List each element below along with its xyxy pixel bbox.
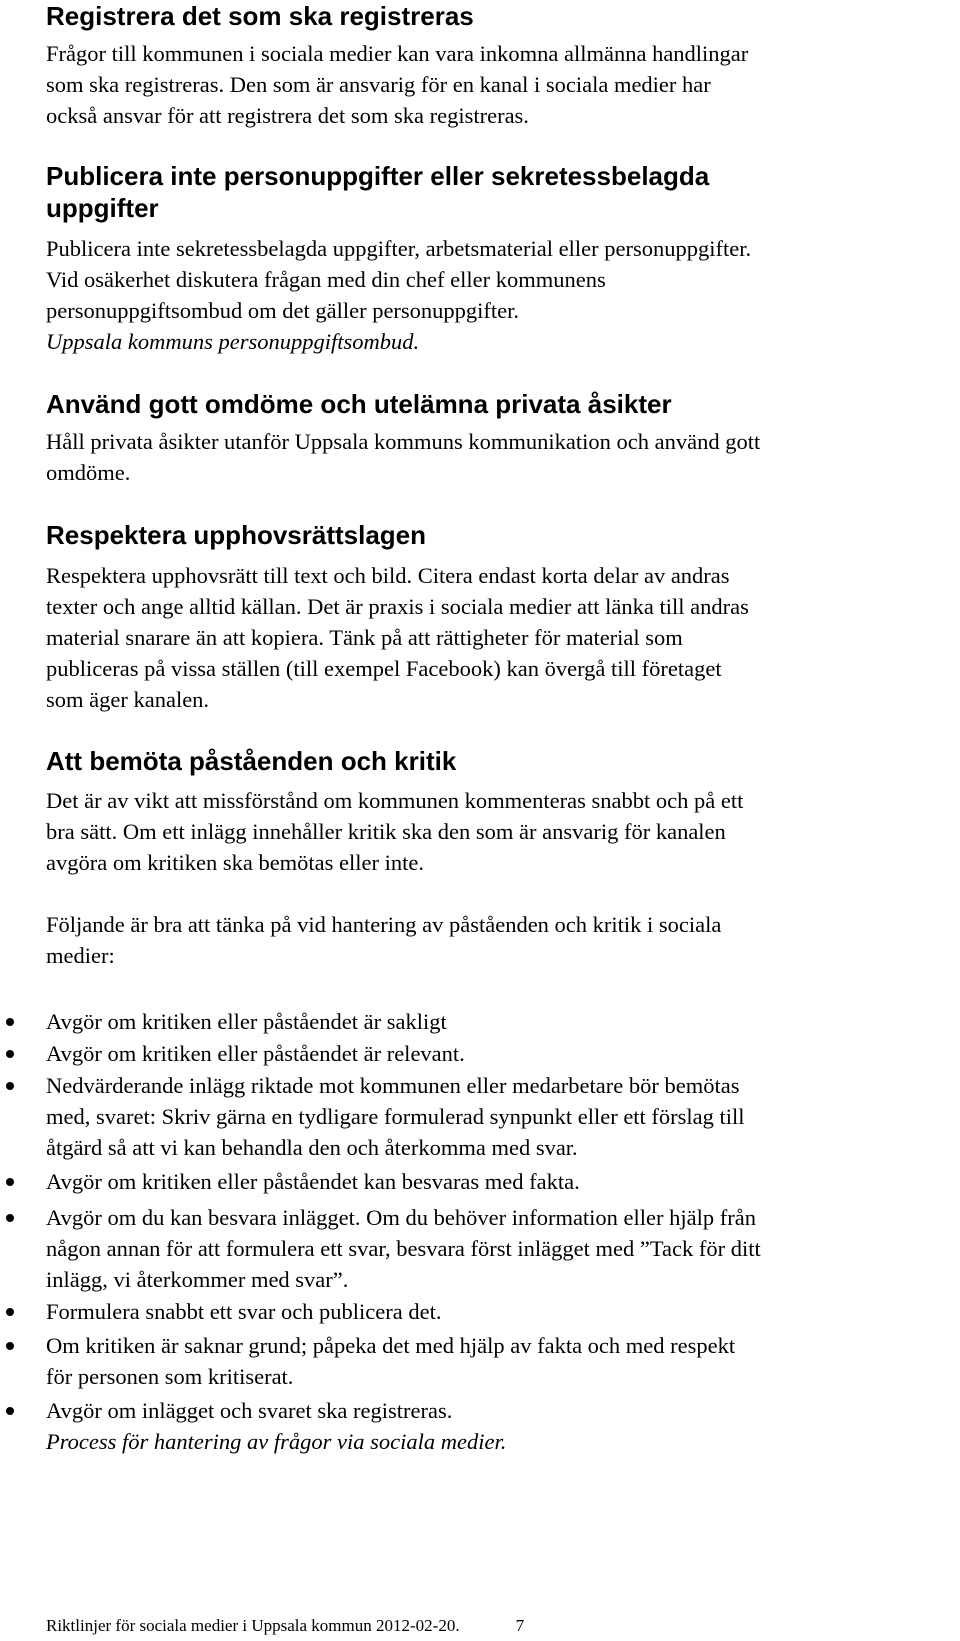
section-heading-omdome: Använd gott omdöme och utelämna privata åsikter xyxy=(46,389,672,419)
section-heading-kritik: Att bemöta påståenden och kritik xyxy=(46,746,457,776)
body-line: avgöra om kritiken ska bemötas eller inte. xyxy=(46,850,425,875)
body-line: publiceras på vissa ställen (till exempel Facebook) kan övergå till företaget xyxy=(46,656,722,681)
list-item-line: inlägg, vi återkommer med svar”. xyxy=(46,1267,349,1292)
section-heading-registrera: Registrera det som ska registreras xyxy=(46,1,474,31)
body-line: också ansvar för att registrera det som ska registreras. xyxy=(46,103,529,128)
body-line: texter och ange alltid källan. Det är praxis i sociala medier att länka till andras xyxy=(46,594,749,619)
bullet-icon xyxy=(6,1308,14,1316)
body-line: som ska registreras. Den som är ansvarig för en kanal i sociala medier har xyxy=(46,72,711,97)
heading-line: uppgifter xyxy=(46,193,159,223)
body-line: Publicera inte sekretessbelagda uppgifter, arbetsmaterial eller personuppgifter. xyxy=(46,236,752,261)
section-body-kritik xyxy=(46,785,946,878)
body-line: material snarare än att kopiera. Tänk på att rättigheter för material som xyxy=(46,625,683,650)
list-item-line: Avgör om du kan besvara inlägget. Om du behöver information eller hjälp från xyxy=(46,1205,756,1230)
list-item-line: för personen som kritiserat. xyxy=(46,1364,294,1389)
footer-text: Riktlinjer för sociala medier i Uppsala kommun 2012-02-20. xyxy=(46,1616,460,1635)
body-line: Håll privata åsikter utanför Uppsala kommuns kommunikation och använd gott xyxy=(46,429,761,454)
list-item-line: Avgör om inlägget och svaret ska registreras. xyxy=(46,1398,453,1423)
heading-line: Publicera inte personuppgifter eller sekretessbelagda xyxy=(46,161,710,191)
bullet-icon xyxy=(6,1178,14,1186)
section-heading-publicera xyxy=(46,160,926,224)
body-line: Följande är bra att tänka på vid hantering av påståenden och kritik i sociala xyxy=(46,912,722,937)
body-line: bra sätt. Om ett inlägg innehåller kritik ska den som är ansvarig för kanalen xyxy=(46,819,726,844)
bullet-icon xyxy=(6,1214,14,1222)
body-line: Frågor till kommunen i sociala medier kan vara inkomna allmänna handlingar xyxy=(46,41,749,66)
bullet-icon xyxy=(6,1050,14,1058)
page-number: 7 xyxy=(515,1616,525,1635)
section-body-publicera xyxy=(46,233,946,357)
bullet-icon xyxy=(6,1018,14,1026)
body-line: personuppgiftsombud om det gäller personuppgifter. xyxy=(46,298,520,323)
body-line: Vid osäkerhet diskutera frågan med din chef eller kommunens xyxy=(46,267,606,292)
body-line: omdöme. xyxy=(46,460,131,485)
italic-reference-line: Uppsala kommuns personuppgiftsombud. xyxy=(46,329,420,354)
section-body-omdome xyxy=(46,426,946,488)
body-line: som äger kanalen. xyxy=(46,687,210,712)
list-item-line: åtgärd så att vi kan behandla den och återkomma med svar. xyxy=(46,1135,578,1160)
section-body-upphovsratt xyxy=(46,560,946,715)
list-item-line: Om kritiken är saknar grund; påpeka det med hjälp av fakta och med respekt xyxy=(46,1333,736,1358)
bullet-icon xyxy=(6,1342,14,1350)
body-line: Respektera upphovsrätt till text och bild. Citera endast korta delar av andras xyxy=(46,563,730,588)
section-body-registrera xyxy=(46,38,946,131)
section-intro-kritik xyxy=(46,909,946,971)
page-footer xyxy=(46,1616,524,1636)
list-item-line: med, svaret: Skriv gärna en tydligare formulerad synpunkt eller ett förslag till xyxy=(46,1104,745,1129)
list-item-line: någon annan för att formulera ett svar, besvara först inlägget med ”Tack för ditt xyxy=(46,1236,761,1261)
list-item-line: Formulera snabbt ett svar och publicera det. xyxy=(46,1299,442,1324)
section-heading-upphovsratt: Respektera upphovsrättslagen xyxy=(46,520,427,550)
list-item-line: Nedvärderande inlägg riktade mot kommunen eller medarbetare bör bemötas xyxy=(46,1073,740,1098)
bullet-icon xyxy=(6,1407,14,1415)
body-line: Det är av vikt att missförstånd om kommunen kommenteras snabbt och på ett xyxy=(46,788,744,813)
bullet-icon xyxy=(6,1082,14,1090)
list-item-line: Avgör om kritiken eller påståendet är relevant. xyxy=(46,1041,465,1066)
list-item-line: Avgör om kritiken eller påståendet kan besvaras med fakta. xyxy=(46,1169,580,1194)
body-line: medier: xyxy=(46,943,115,968)
italic-process-line: Process för hantering av frågor via sociala medier. xyxy=(46,1429,507,1454)
list-item-line: Avgör om kritiken eller påståendet är sakligt xyxy=(46,1009,447,1034)
